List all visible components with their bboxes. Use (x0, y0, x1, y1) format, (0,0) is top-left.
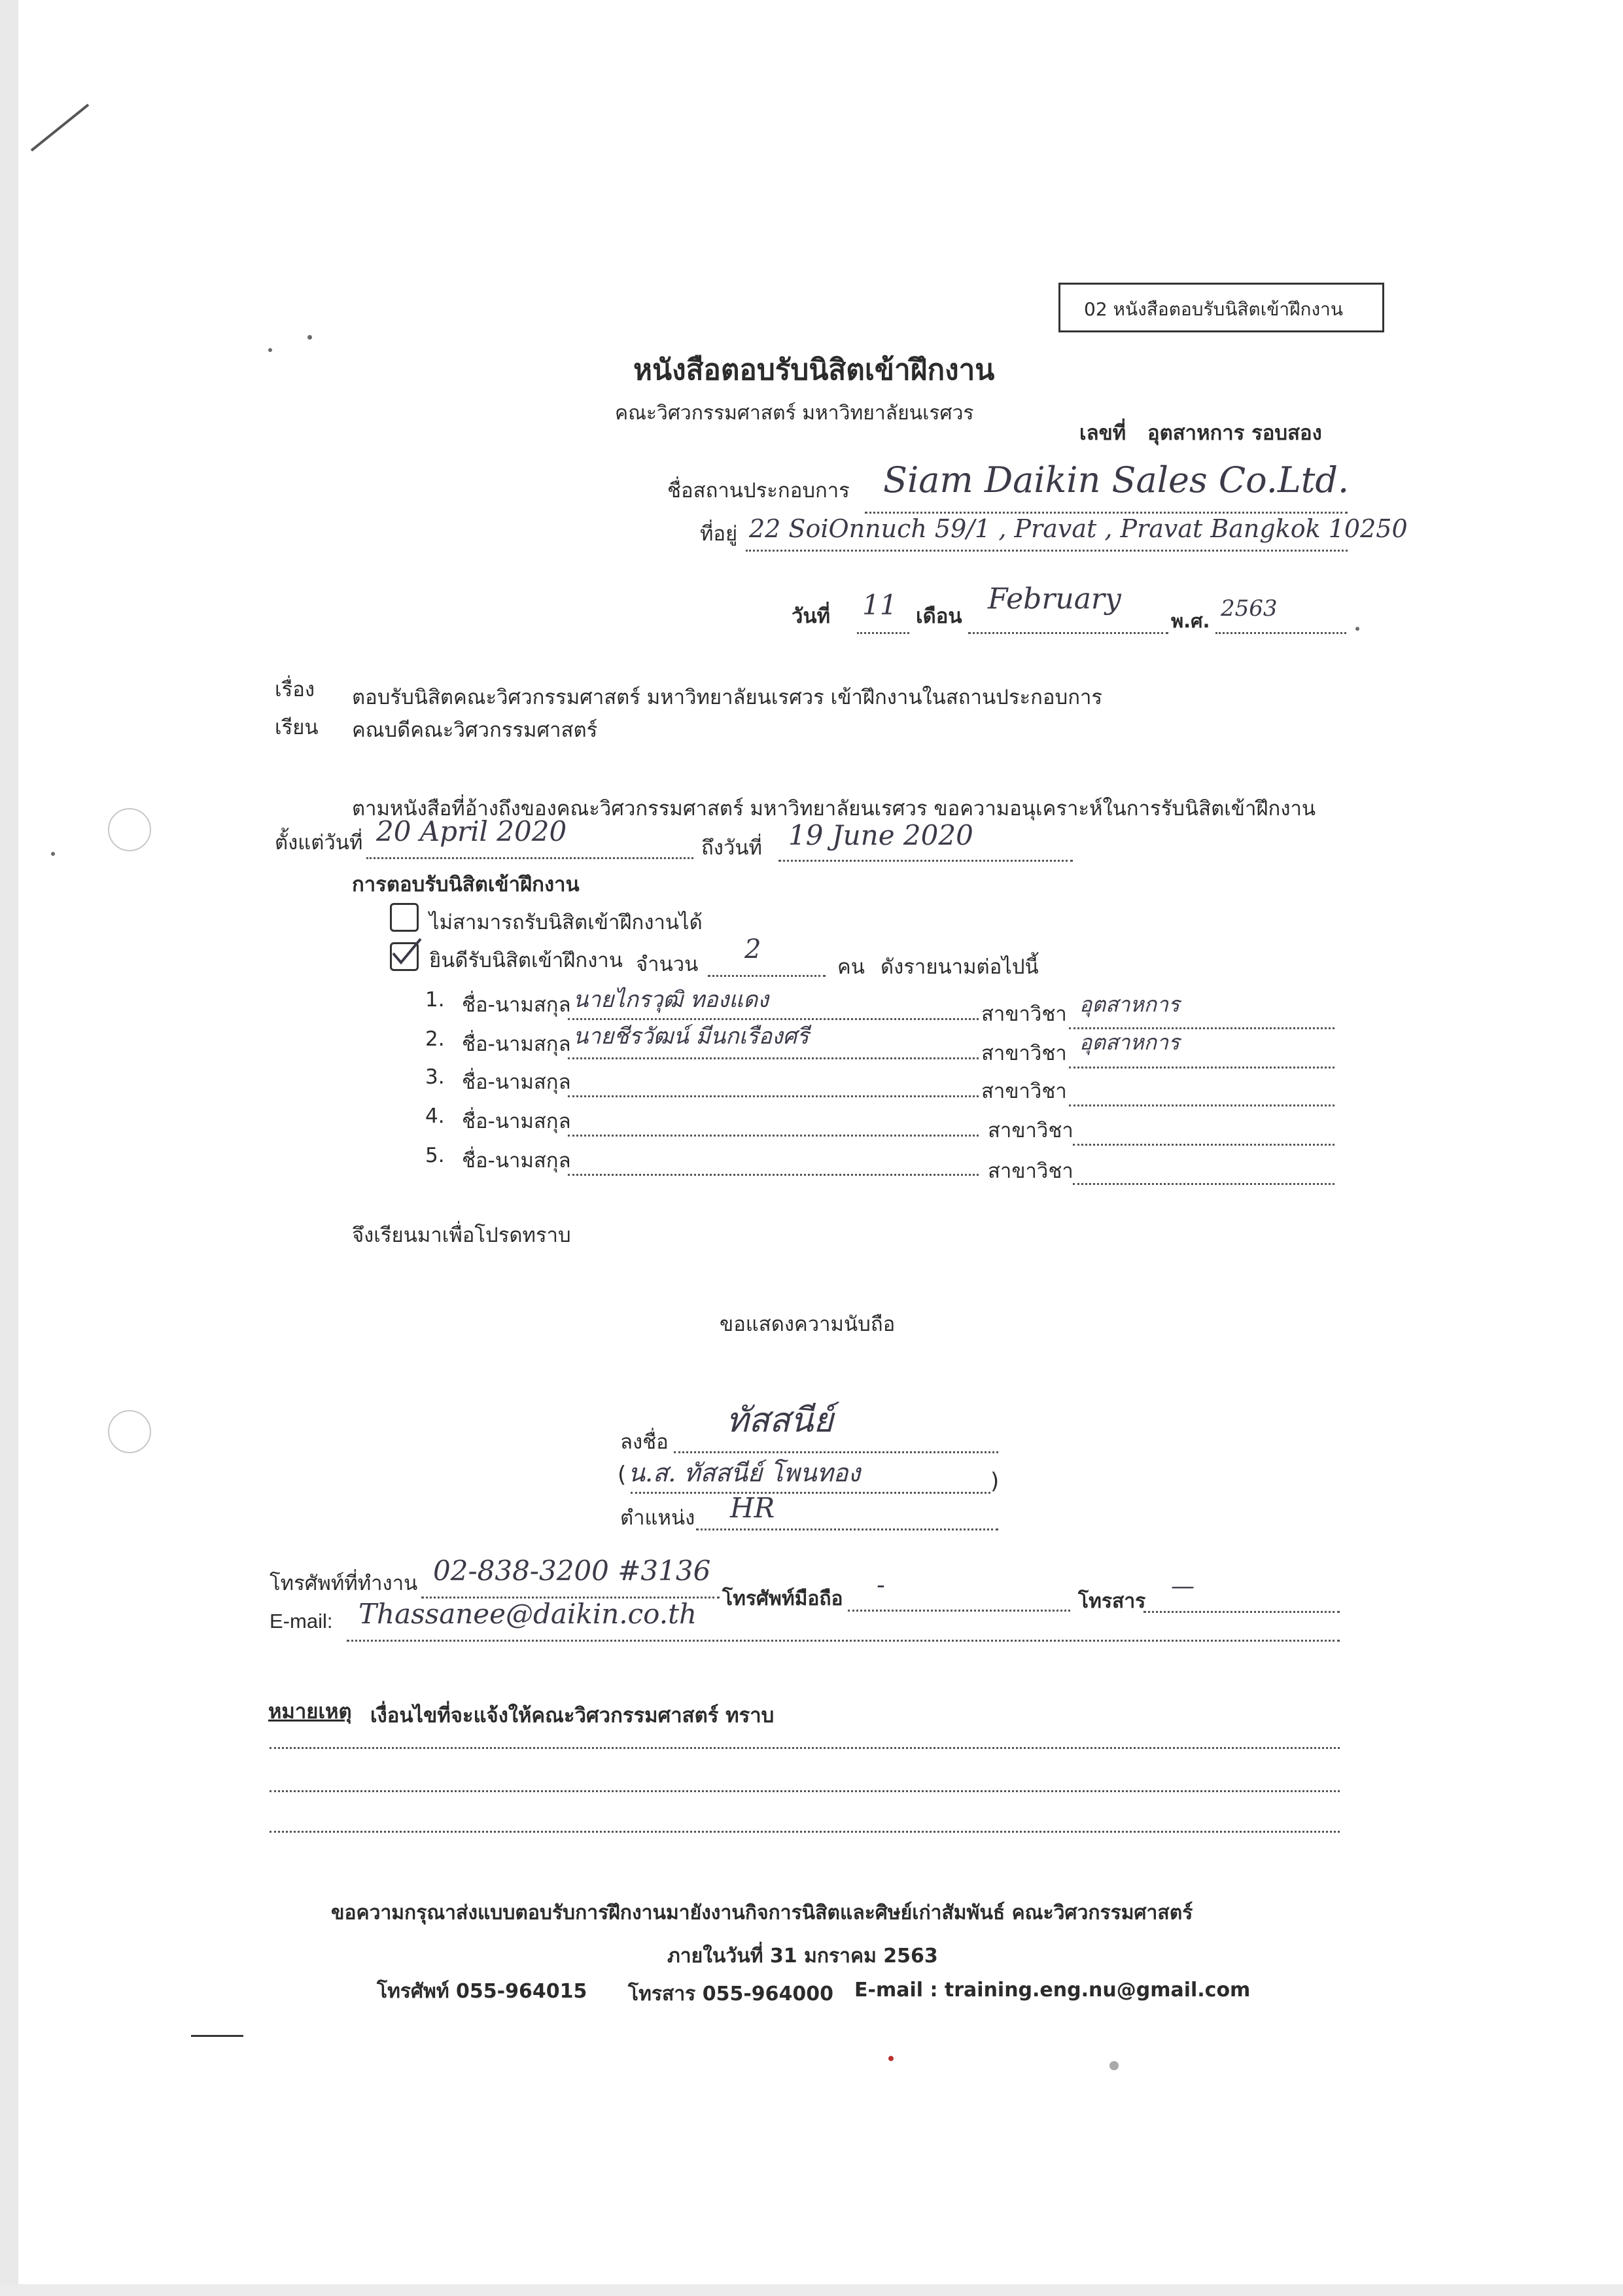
accept-checkbox[interactable] (390, 942, 419, 971)
company-value: Siam Daikin Sales Co.Ltd. (883, 459, 1350, 501)
remark-line-3 (270, 1831, 1340, 1833)
student-name-label: ชื่อ-นามสกุล (462, 1033, 571, 1056)
student-major-label: สาขาวิชา (988, 1119, 1073, 1142)
student-name-line (568, 1135, 979, 1137)
address-label: ที่อยู่ (700, 522, 738, 546)
signatory-open-paren: ( (618, 1462, 627, 1488)
count-value: 2 (744, 934, 761, 964)
footer-line-1: ขอความกรุณาส่งแบบตอบรับการฝึกงานมายังงานกิจการนิสิตและศิษย์เก่าสัมพันธ์ คณะวิศวกรรมศาสตร์ (331, 1901, 1193, 1924)
pen-mark (26, 98, 98, 157)
period-from-line (366, 857, 693, 859)
speck (1355, 627, 1359, 631)
date-year-line (1215, 632, 1346, 634)
count-label: จำนวน (636, 953, 699, 976)
speck (51, 852, 55, 856)
mobile-line (848, 1610, 1070, 1612)
address-value: 22 SoiOnnuch 59/1 , Pravat , Pravat Bangkok 10250 (749, 514, 1408, 543)
reject-option-label: ไม่สามารถรับนิสิตเข้าฝึกงานได้ (429, 911, 703, 934)
date-month-line (968, 632, 1168, 634)
doc-tag: 02 หนังสือตอบรับนิสิตเข้าฝึกงาน (1084, 298, 1344, 320)
scan-bottom-edge (0, 2284, 1623, 2296)
remark-line-2 (270, 1790, 1340, 1792)
page-title: หนังสือตอบรับนิสิตเข้าฝึกงาน (633, 353, 995, 387)
to-label: เรียน (275, 716, 319, 739)
check-mark-icon (388, 935, 427, 968)
signature-label: ลงชื่อ (620, 1430, 669, 1454)
date-month-label: เดือน (916, 605, 962, 628)
period-to: 19 June 2020 (788, 819, 973, 851)
signatory-close-paren: ) (990, 1468, 1000, 1494)
period-from: 20 April 2020 (376, 815, 567, 847)
student-no: 1. (425, 988, 445, 1012)
remark-label: หมายเหตุ (268, 1700, 352, 1723)
office-phone: 02-838-3200 #3136 (433, 1555, 711, 1587)
email-label: E-mail: (270, 1610, 333, 1633)
acceptance-heading: การตอบรับนิสิตเข้าฝึกงาน (352, 873, 580, 896)
address-line (746, 550, 1348, 552)
student-name-line (568, 1057, 979, 1059)
page-subtitle: คณะวิศวกรรมศาสตร์ มหาวิทยาลัยนเรศวร (615, 402, 974, 425)
student-major: อุตสาหการ (1079, 992, 1180, 1017)
student-no: 2. (425, 1027, 445, 1051)
scan-left-edge (0, 0, 18, 2296)
margin-mark (191, 2035, 243, 2037)
student-no: 5. (425, 1144, 445, 1167)
to-value: คณบดีคณะวิศวกรรมศาสตร์ (352, 718, 598, 742)
period-from-label: ตั้งแต่วันที่ (275, 831, 363, 855)
reject-checkbox[interactable] (390, 903, 419, 932)
count-line (708, 975, 826, 977)
closing-text: จึงเรียนมาเพื่อโปรดทราบ (352, 1224, 571, 1247)
student-major-label: สาขาวิชา (988, 1159, 1073, 1183)
speck (268, 348, 272, 352)
body-intro: ตามหนังสือที่อ้างถึงของคณะวิศวกรรมศาสตร์ มหาวิทยาลัยนเรศวร ขอความอนุเคราะห์ในการรับนิสิตเข้าฝึกงาน (352, 797, 1316, 821)
punch-hole-bottom (108, 1410, 151, 1453)
list-note: ดังรายนามต่อไปนี้ (881, 955, 1039, 979)
mobile-label: โทรศัพท์มือถือ (722, 1587, 843, 1610)
regards-text: ขอแสดงความนับถือ (720, 1313, 896, 1336)
fax-value: — (1171, 1573, 1195, 1600)
remark-line-1 (270, 1747, 1340, 1749)
student-no: 4. (425, 1104, 445, 1128)
punch-hole-top (108, 808, 151, 851)
footer-phone: โทรศัพท์ 055-964015 (377, 1980, 587, 2003)
signature-mark: ทัสสนีย์ (726, 1401, 833, 1440)
student-major-line (1069, 1104, 1335, 1106)
signatory-name: น.ส. ทัสสนีย์ โพนทอง (628, 1458, 861, 1487)
speck (307, 335, 312, 340)
student-name: นายไกรวุฒิ ทองแดง (573, 987, 769, 1013)
student-no: 3. (425, 1065, 445, 1089)
fax-line (1143, 1611, 1340, 1613)
period-to-label: ถึงวันที่ (701, 836, 762, 860)
email-value: Thassanee@daikin.co.th (358, 1598, 697, 1630)
doc-tag-box (1058, 283, 1384, 332)
footer-line-2: ภายในวันที่ 31 มกราคม 2563 (667, 1945, 938, 1968)
student-major-label: สาขาวิชา (981, 1080, 1067, 1103)
date-month: February (988, 582, 1121, 616)
accept-option-label: ยินดีรับนิสิตเข้าฝึกงาน (429, 949, 623, 972)
count-suffix: คน (837, 955, 865, 979)
subject-label: เรื่อง (275, 678, 315, 701)
period-to-line (778, 860, 1073, 862)
date-day: 11 (862, 589, 898, 621)
office-phone-label: โทรศัพท์ที่ทำงาน (270, 1572, 418, 1595)
company-line (865, 512, 1348, 514)
ref-value: อุตสาหการ รอบสอง (1147, 421, 1322, 445)
mobile-value: - (877, 1570, 885, 1599)
email-line (347, 1640, 1340, 1642)
fax-label: โทรสาร (1078, 1590, 1146, 1613)
student-major-label: สาขาวิชา (981, 1042, 1067, 1065)
student-name-line (568, 1174, 979, 1176)
footer-fax: โทรสาร 055-964000 (628, 1983, 834, 2005)
student-name-label: ชื่อ-นามสกุล (462, 1149, 571, 1173)
student-name-label: ชื่อ-นามสกุล (462, 1110, 571, 1133)
speck (888, 2056, 894, 2061)
student-major-line (1069, 1067, 1335, 1069)
student-name-line (568, 1095, 979, 1097)
student-name-label: ชื่อ-นามสกุล (462, 1070, 571, 1094)
company-label: ชื่อสถานประกอบการ (667, 479, 850, 503)
speck (1109, 2061, 1119, 2070)
student-name-label: ชื่อ-นามสกุล (462, 993, 571, 1017)
student-major-label: สาขาวิชา (981, 1002, 1067, 1026)
position-value: HR (730, 1492, 775, 1524)
position-label: ตำแหน่ง (620, 1506, 695, 1530)
subject-value: ตอบรับนิสิตคณะวิศวกรรมศาสตร์ มหาวิทยาลัยนเรศวร เข้าฝึกงานในสถานประกอบการ (352, 686, 1103, 709)
date-day-line (857, 632, 909, 634)
footer-email: E-mail : training.eng.nu@gmail.com (854, 1979, 1251, 2002)
date-year: 2563 (1221, 595, 1278, 622)
student-name: นายชีรวัฒน์ มีนกเรืองศรี (573, 1023, 809, 1050)
position-line (696, 1528, 998, 1530)
remark-text: เงื่อนไขที่จะแจ้งให้คณะวิศวกรรมศาสตร์ ทราบ (370, 1704, 775, 1727)
ref-label: เลขที่ (1079, 421, 1126, 445)
date-year-label: พ.ศ. (1171, 610, 1210, 632)
student-major: อุตสาหการ (1079, 1030, 1180, 1055)
student-major-line (1073, 1144, 1335, 1146)
date-day-label: วันที่ (792, 605, 831, 628)
student-major-line (1073, 1183, 1335, 1185)
